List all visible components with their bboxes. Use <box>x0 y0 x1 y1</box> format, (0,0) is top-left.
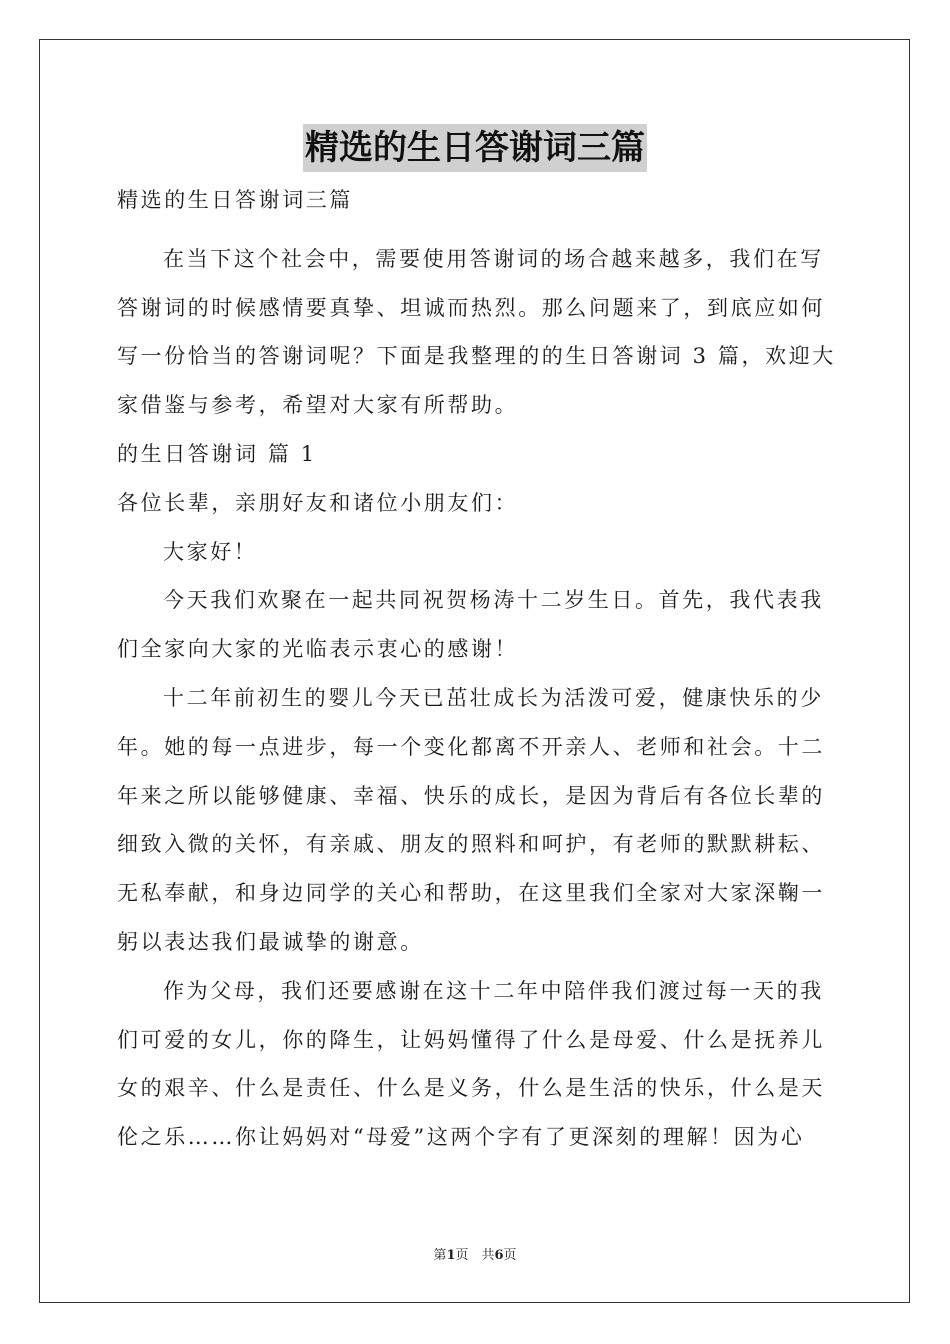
body-line: 年来之所以能够健康、幸福、快乐的成长，是因为背后有各位长辈的 <box>117 783 825 808</box>
body-line: 今天我们欢聚在一起共同祝贺杨涛十二岁生日。首先，我代表我 <box>163 588 824 613</box>
body-line: 家借鉴与参考，希望对大家有所帮助。 <box>117 393 519 418</box>
body-line: 精选的生日答谢词三篇 <box>117 188 353 212</box>
document-body <box>117 176 836 1162</box>
page-mid: 页 共 <box>455 1248 495 1263</box>
page-total: 6 <box>494 1248 504 1263</box>
page-prefix: 第 <box>433 1248 447 1263</box>
document-title: 精选的生日答谢词三篇 <box>303 124 647 172</box>
greeting: 大家好！ <box>163 539 258 564</box>
body-line: 们可爱的女儿，你的降生，让妈妈懂得了什么是母爱、什么是抚养儿 <box>117 1027 825 1052</box>
body-line: 躬以表达我们最诚挚的谢意。 <box>117 929 424 954</box>
body-line: 女的艰辛、什么是责任、什么是义务，什么是生活的快乐，什么是天 <box>117 1076 825 1101</box>
page-footer <box>0 1246 950 1266</box>
salutation: 各位长辈，亲朋好友和诸位小朋友们： <box>117 490 519 515</box>
page-suffix: 页 <box>503 1248 517 1263</box>
section-heading: 的生日答谢词 篇 1 <box>117 441 317 466</box>
body-line: 伦之乐……你让妈妈对“母爱”这两个字有了更深刻的理解！因为心 <box>117 1125 805 1150</box>
body-line: 答谢词的时候感情要真挚、坦诚而热烈。那么问题来了，到底应如何 <box>117 295 825 320</box>
body-line: 在当下这个社会中，需要使用答谢词的场合越来越多，我们在写 <box>163 246 824 271</box>
body-line: 写一份恰当的答谢词呢？下面是我整理的的生日答谢词 3 篇，欢迎大 <box>117 344 836 369</box>
body-line: 无私奉献，和身边同学的关心和帮助，在这里我们全家对大家深鞠一 <box>117 881 825 906</box>
body-line: 年。她的每一点进步，每一个变化都离不开亲人、老师和社会。十二 <box>117 734 825 759</box>
body-line: 细致入微的关怀，有亲戚、朋友的照料和呵护，有老师的默默耕耘、 <box>117 832 825 857</box>
title-container <box>0 124 950 172</box>
body-line: 十二年前初生的婴儿今天已茁壮成长为活泼可爱，健康快乐的少 <box>163 685 824 710</box>
body-line: 们全家向大家的光临表示衷心的感谢！ <box>117 637 519 662</box>
page-current: 1 <box>446 1248 456 1263</box>
body-line: 作为父母，我们还要感谢在这十二年中陪伴我们渡过每一天的我 <box>163 978 824 1003</box>
